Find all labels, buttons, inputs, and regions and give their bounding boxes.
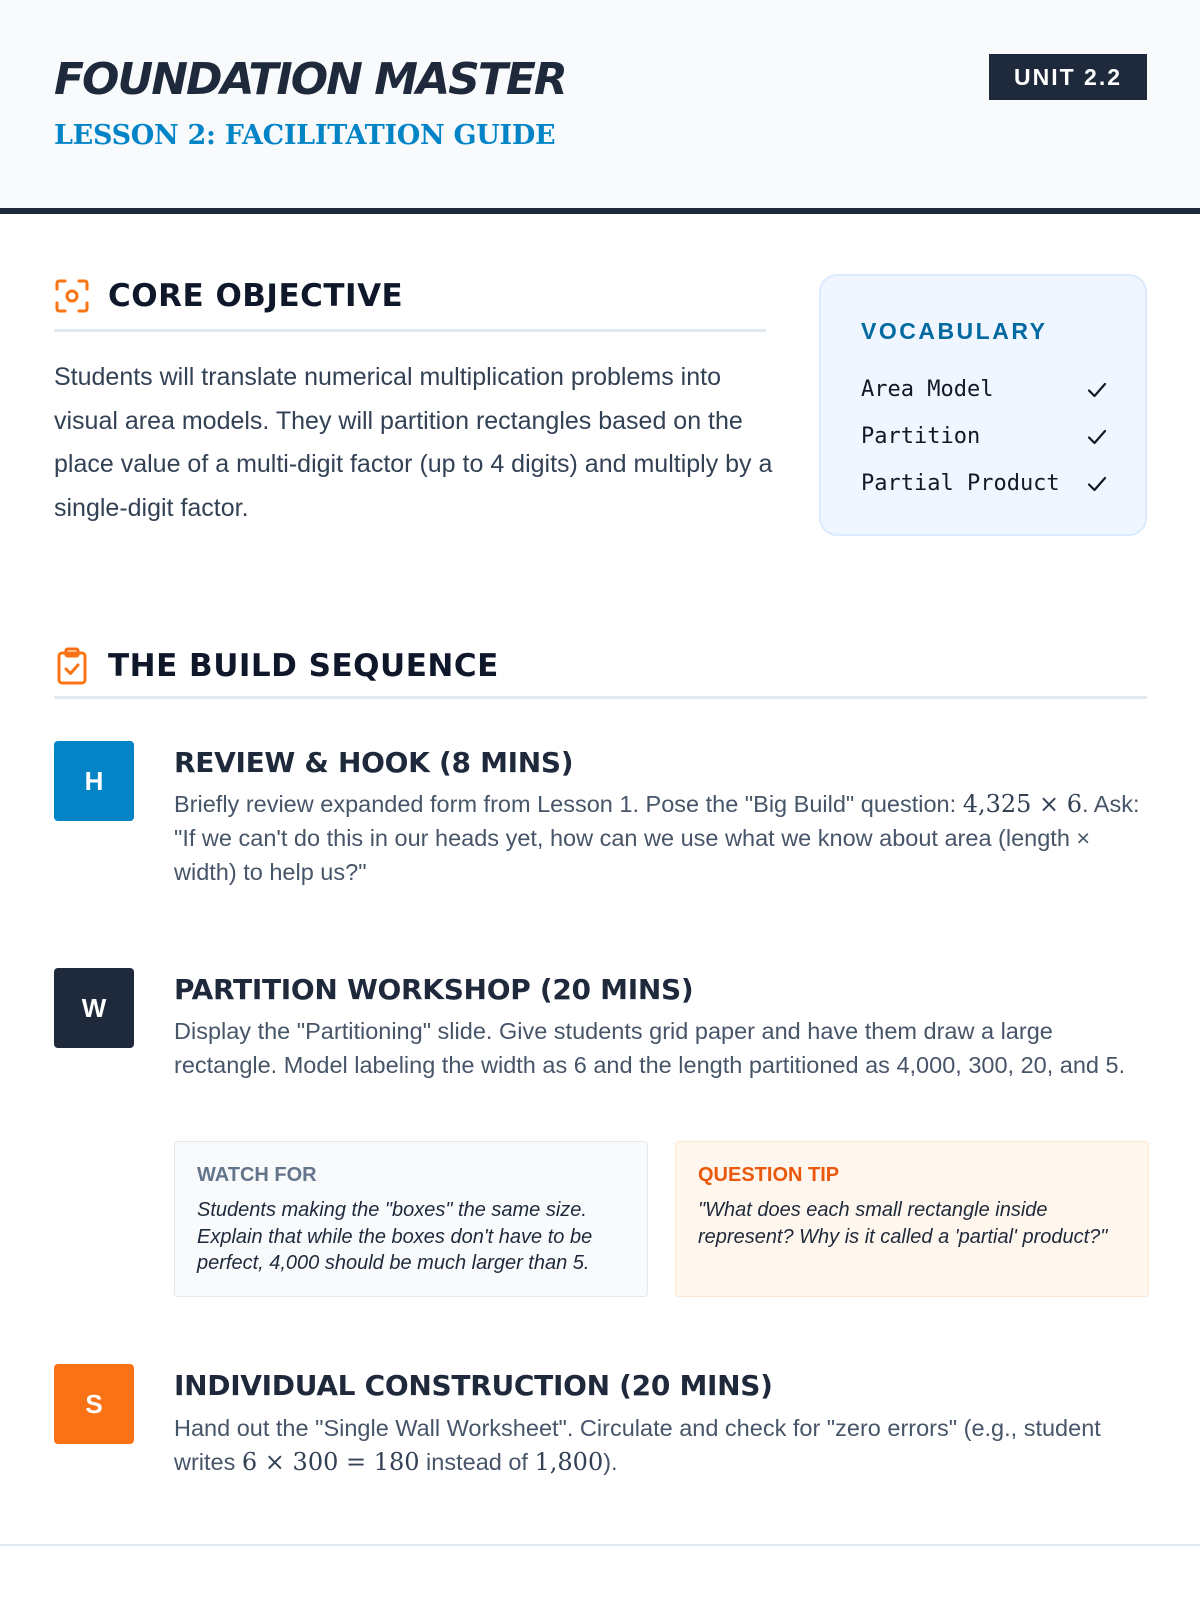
- footer-divider: [0, 1544, 1200, 1546]
- section-title: THE BUILD SEQUENCE: [108, 647, 499, 684]
- vocabulary-term: Partial Product: [861, 471, 1060, 496]
- step-badge-h: H: [54, 741, 134, 821]
- page-title: FOUNDATION MASTER: [54, 54, 566, 105]
- callout-label: QUESTION TIP: [698, 1164, 840, 1186]
- question-tip-callout: [675, 1141, 1149, 1297]
- math-expression: 6 × 300 = 180: [241, 1448, 420, 1476]
- vocabulary-item: [861, 413, 1109, 460]
- focus-target-icon: [54, 277, 92, 315]
- step-title: INDIVIDUAL CONSTRUCTION (20 MINS): [174, 1369, 773, 1402]
- callout-text: Students making the "boxes" the same size. Explain that while the boxes don't have to be perfect, 4,000 should be much larger than 5.: [197, 1199, 593, 1274]
- math-expression: 1,800: [534, 1448, 604, 1476]
- step-description: Hand out the "Single Wall Worksheet". Circulate and check for "zero errors" (e.g., student writes 6 × 300 = 180 instead of 1,800).: [174, 1415, 1101, 1476]
- objective-text: Students will translate numerical multiplication problems into visual area models. They will partition rectangles based on the place value of a multi-digit factor (up to 4 digits) and multiply by a single-digit factor.: [54, 363, 773, 522]
- vocabulary-term: Area Model: [861, 377, 994, 402]
- page-header: [0, 0, 1200, 214]
- step-description: Display the "Partitioning" slide. Give students grid paper and have them draw a large rectangle. Model labeling the width as 6 and the length partitioned as 4,000, 300, 20, and 5.: [174, 1018, 1126, 1078]
- math-expression: 4,325 × 6: [962, 790, 1083, 818]
- step-title: REVIEW & HOOK (8 MINS): [174, 746, 574, 779]
- vocabulary-item: [861, 460, 1109, 507]
- vocabulary-card: [819, 274, 1147, 536]
- step-description: Briefly review expanded form from Lesson 1. Pose the "Big Build" question: 4,325 × 6. Ask: "If we can't do this in our heads yet, how can we use what we know about area (length × width) to help us?": [174, 790, 1140, 885]
- build-sequence-heading: [54, 643, 1147, 699]
- vocabulary-list: [861, 366, 1109, 507]
- step-badge-w: W: [54, 968, 134, 1048]
- vocabulary-item: [861, 366, 1109, 413]
- step-badge-s: S: [54, 1364, 134, 1444]
- vocabulary-term: Partition: [861, 424, 981, 449]
- callout-label: WATCH FOR: [197, 1164, 317, 1186]
- page-subtitle: LESSON 2: FACILITATION GUIDE: [54, 120, 556, 151]
- unit-badge: UNIT 2.2: [989, 54, 1147, 100]
- core-objective-heading: [54, 272, 766, 332]
- step-title: PARTITION WORKSHOP (20 MINS): [174, 973, 694, 1006]
- check-icon: [1085, 378, 1109, 402]
- check-icon: [1085, 425, 1109, 449]
- section-title: CORE OBJECTIVE: [108, 277, 404, 314]
- callout-text: "What does each small rectangle inside represent? Why is it called a 'partial' product?": [698, 1199, 1108, 1248]
- vocabulary-title: VOCABULARY: [861, 318, 1048, 344]
- watch-for-callout: [174, 1141, 648, 1297]
- check-icon: [1085, 472, 1109, 496]
- clipboard-check-icon: [54, 647, 92, 685]
